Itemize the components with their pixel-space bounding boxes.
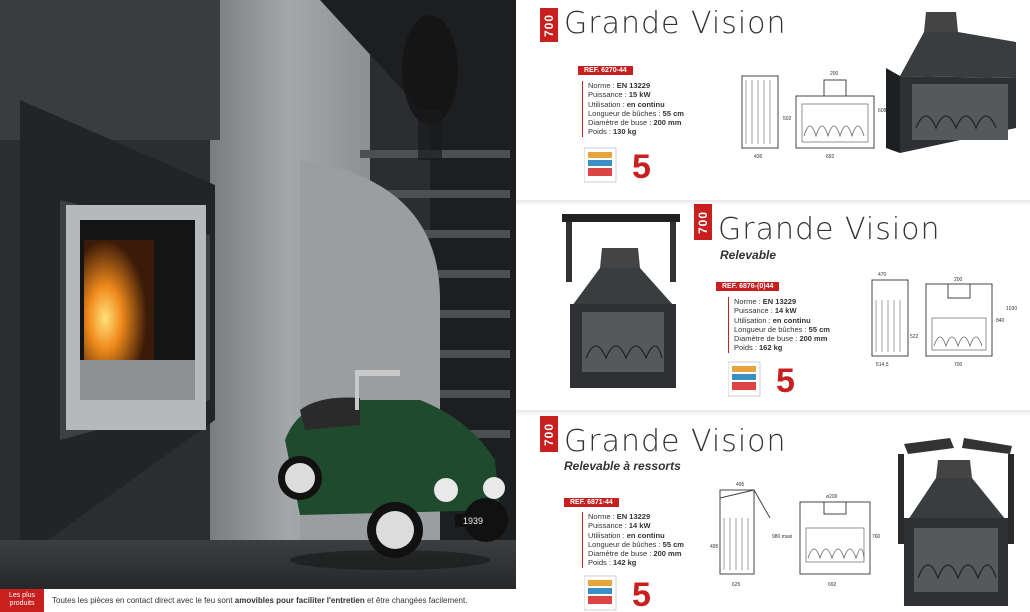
- spec-label: Poids :: [588, 558, 614, 568]
- dim-label: 514,5: [876, 362, 889, 368]
- dim-label: 692: [826, 154, 835, 160]
- spec-value: 162 kg: [759, 343, 783, 353]
- spec-line: [588, 127, 684, 136]
- dim-label: 470: [878, 272, 887, 278]
- technical-drawing: [710, 478, 880, 598]
- technical-drawing: [866, 270, 1026, 380]
- dim-label: ø200: [826, 494, 838, 500]
- dim-label: 495: [736, 482, 745, 488]
- dim-label: 436: [754, 154, 763, 160]
- spec-label: Diamètre de buse :: [588, 118, 654, 128]
- spec-line: [588, 100, 684, 109]
- product-subtitle: Relevable à ressorts: [564, 459, 681, 473]
- spec-value: 15 kW: [628, 90, 651, 100]
- product-specs: [728, 297, 830, 353]
- catalog-panel: [516, 0, 1030, 612]
- spec-value: 14 kW: [774, 306, 797, 316]
- spec-value: EN 13229: [616, 512, 651, 521]
- svg-text:5: 5: [776, 362, 795, 400]
- product-image: [884, 434, 1028, 612]
- spec-label: Puissance :: [734, 306, 775, 316]
- spec-line: [588, 118, 684, 127]
- car-plate: 1939: [462, 516, 484, 526]
- spec-line: [588, 512, 684, 521]
- spec-value: en continu: [626, 99, 665, 109]
- dim-label: 200: [830, 71, 839, 77]
- spec-line: [588, 540, 684, 549]
- dim-label: 522: [910, 334, 919, 340]
- product-section-2: [516, 204, 1030, 409]
- spec-label: Norme :: [588, 512, 617, 521]
- dim-label: 495: [710, 544, 719, 550]
- spec-label: Diamètre de buse :: [734, 334, 800, 344]
- product-image: [886, 8, 1026, 158]
- spec-label: Poids :: [734, 343, 760, 353]
- spec-line: [734, 325, 830, 334]
- product-section-3: [516, 414, 1030, 612]
- spec-line: [588, 549, 684, 558]
- spec-value: 142 kg: [613, 558, 637, 568]
- spec-label: Puissance :: [588, 521, 629, 531]
- dim-label: 1030: [1006, 306, 1018, 312]
- dim-label: 760: [872, 534, 880, 540]
- caption-text-end: et être changées facilement.: [364, 596, 468, 605]
- spec-label: Utilisation :: [734, 315, 773, 325]
- spec-value: 55 cm: [662, 539, 684, 549]
- spec-value: 130 kg: [613, 127, 637, 137]
- product-badge: 700: [540, 416, 558, 452]
- spec-value: 200 mm: [653, 118, 682, 128]
- spec-line: [734, 297, 830, 306]
- spec-line: [734, 306, 830, 315]
- product-ref: REF. 6270-44: [578, 66, 633, 75]
- product-badge: 700: [540, 8, 558, 42]
- spec-line: [588, 521, 684, 530]
- spec-label: Diamètre de buse :: [588, 549, 654, 559]
- certification-logos: [584, 146, 664, 186]
- caption-text: [52, 596, 467, 605]
- spec-label: Norme :: [588, 81, 617, 90]
- spec-label: Norme :: [734, 297, 763, 306]
- spec-label: Poids :: [588, 127, 614, 137]
- technical-drawing: [738, 66, 898, 176]
- dim-label: 700: [954, 362, 963, 368]
- dim-label: 502: [783, 116, 792, 122]
- product-specs: [582, 512, 684, 568]
- dim-label: 980 maxi: [772, 534, 793, 540]
- product-section-1: [516, 0, 1030, 200]
- spec-line: [588, 558, 684, 567]
- product-subtitle: Relevable: [720, 248, 777, 262]
- spec-line: [588, 81, 684, 90]
- product-title: Grande Vision: [718, 212, 941, 247]
- product-ref: REF. 6871-44: [564, 498, 619, 507]
- spec-line: [588, 109, 684, 118]
- spec-value: EN 13229: [616, 81, 651, 90]
- caption-tag: Les plus produits: [0, 589, 44, 612]
- product-ref: REF. 6876-(0)44: [716, 282, 779, 291]
- spec-label: Longueur de bûches :: [734, 324, 809, 334]
- product-badge: 700: [694, 204, 712, 240]
- dim-label: 625: [732, 582, 741, 588]
- caption-text-part: Toutes les pièces en contact direct avec le feu sont: [52, 596, 235, 605]
- spec-value: EN 13229: [762, 297, 797, 306]
- spec-value: 200 mm: [799, 334, 828, 344]
- spec-line: [734, 316, 830, 325]
- spec-label: Longueur de bûches :: [588, 108, 663, 118]
- svg-text:5: 5: [632, 576, 651, 612]
- product-specs: [582, 81, 684, 137]
- spec-line: [588, 90, 684, 99]
- product-title: Grande Vision: [564, 424, 787, 459]
- spec-line: [588, 531, 684, 540]
- svg-text:5: 5: [632, 148, 651, 186]
- caption-text-bold: amovibles pour faciliter l'entretien: [234, 596, 365, 605]
- spec-value: 55 cm: [662, 108, 684, 118]
- dim-label: 608: [878, 108, 887, 114]
- spec-label: Longueur de bûches :: [588, 539, 663, 549]
- product-image: [552, 208, 692, 392]
- spec-label: Utilisation :: [588, 99, 627, 109]
- spec-label: Puissance :: [588, 90, 629, 100]
- spec-value: 200 mm: [653, 549, 682, 559]
- certification-logos: [728, 360, 808, 400]
- dim-label: 200: [954, 277, 963, 283]
- product-title: Grande Vision: [564, 6, 787, 41]
- dim-label: 692: [828, 582, 837, 588]
- spec-value: en continu: [626, 530, 665, 540]
- spec-line: [734, 343, 830, 352]
- spec-label: Utilisation :: [588, 530, 627, 540]
- spec-value: en continu: [772, 315, 811, 325]
- spec-value: 55 cm: [808, 324, 830, 334]
- dim-label: 840: [996, 318, 1005, 324]
- certification-logos: [584, 574, 664, 612]
- spec-value: 14 kW: [628, 521, 651, 531]
- spec-line: [734, 334, 830, 343]
